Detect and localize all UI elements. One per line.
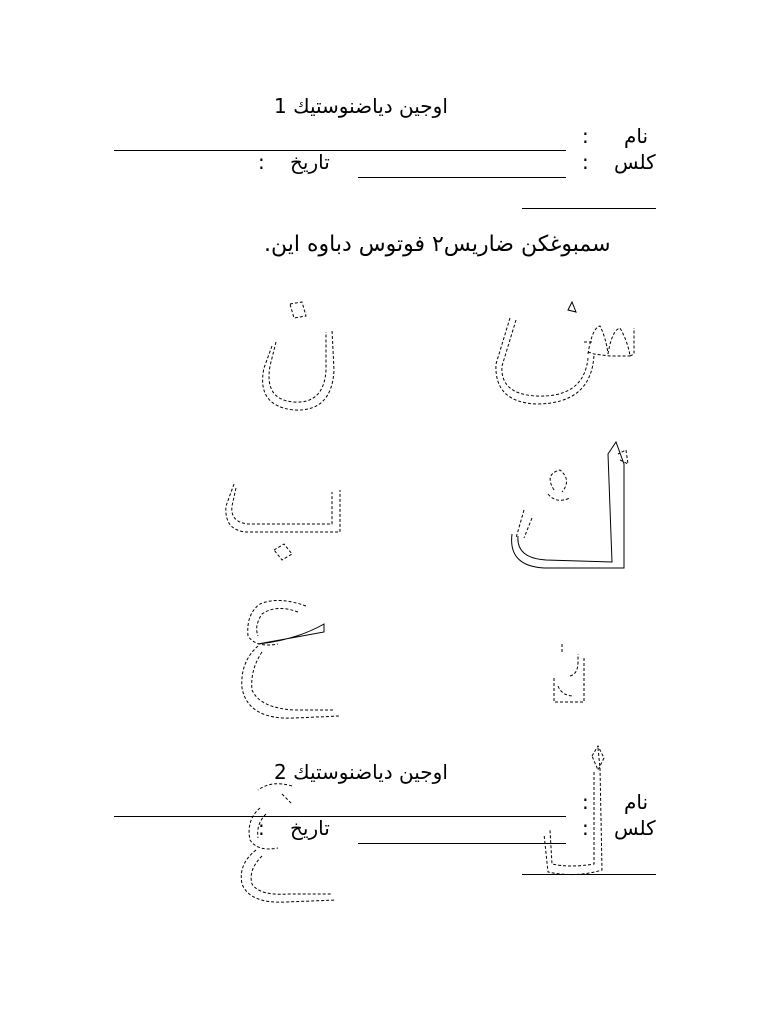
name-line-2[interactable] [114, 816, 566, 817]
name-label-2: نام [624, 790, 649, 814]
trace-letter-dal [548, 640, 594, 706]
instruction-text: سمبوغكن ضاريس٢ فوتوس دباوه اين. [264, 232, 611, 257]
name-label-1: نام [624, 124, 649, 148]
trace-letter-lam [536, 742, 616, 882]
name-colon-1: : [582, 124, 589, 148]
date-colon-2: : [258, 816, 265, 840]
date-label-1: تاريخ [290, 150, 330, 174]
worksheet-title-1: اوجين دياضنوستيك 1 [274, 94, 448, 118]
trace-letter-seen [488, 298, 638, 408]
name-colon-2: : [582, 790, 589, 814]
class-colon-1: : [582, 150, 589, 174]
date-label-2: تاريخ [290, 816, 330, 840]
trace-letter-ain [238, 592, 348, 728]
class-line-1[interactable] [358, 177, 566, 178]
worksheet-title-2: اوجين دياضنوستيك 2 [274, 760, 448, 784]
class-line-2[interactable] [358, 843, 566, 844]
date-colon-1: : [258, 150, 265, 174]
trace-letter-ain-2 [236, 780, 346, 910]
trace-letter-ba [218, 478, 348, 568]
trace-letter-kaf [504, 434, 634, 574]
date-line-1[interactable] [522, 208, 656, 209]
date-line-2[interactable] [522, 874, 656, 875]
name-line-1[interactable] [114, 150, 566, 151]
trace-letter-noon [254, 296, 344, 432]
class-colon-2: : [582, 816, 589, 840]
class-label-1: كلس [614, 150, 656, 174]
class-label-2: كلس [614, 816, 656, 840]
